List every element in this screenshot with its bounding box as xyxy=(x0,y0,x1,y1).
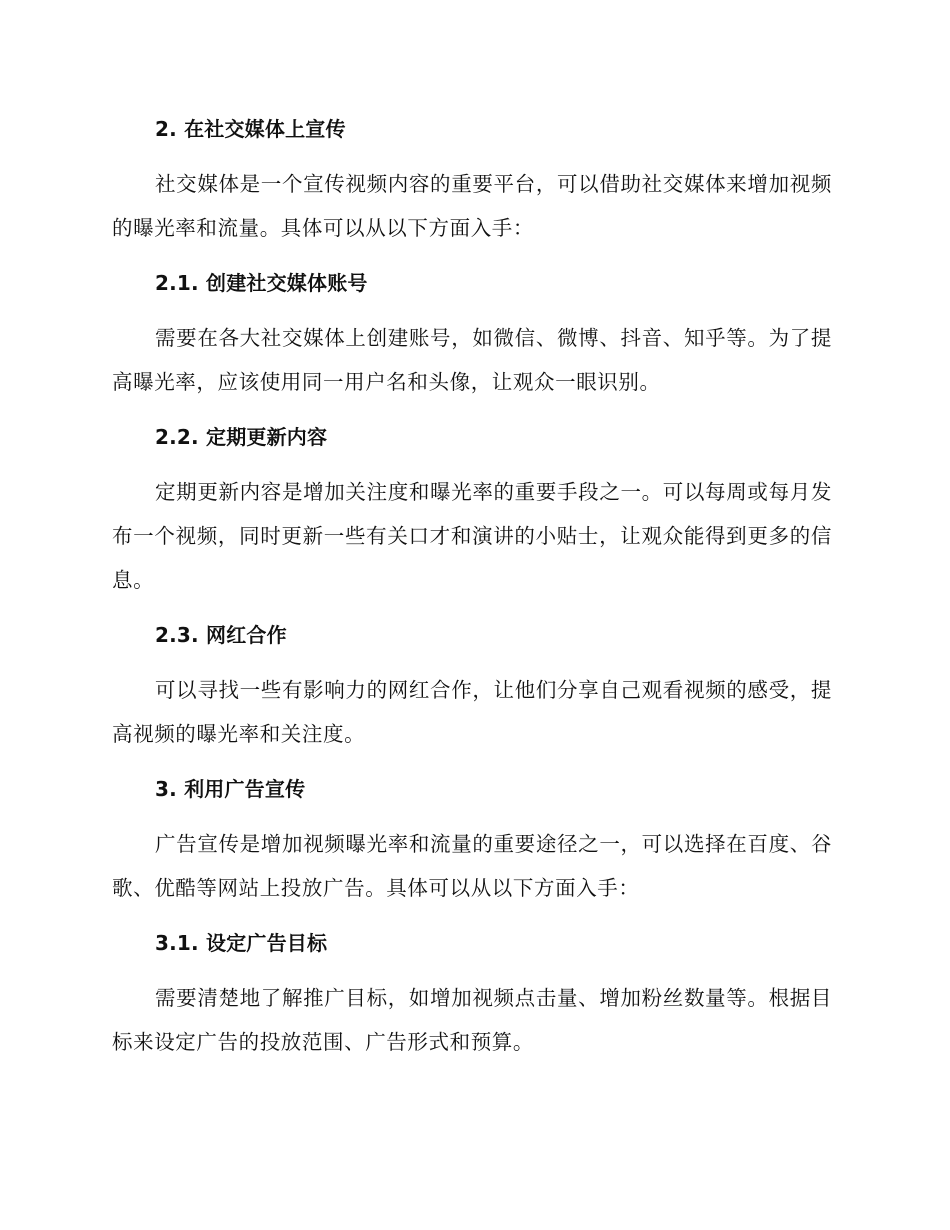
section-paragraph-2-3: 可以寻找一些有影响力的网红合作，让他们分享自己观看视频的感受，提高视频的曝光率和关注度。 xyxy=(112,678,832,746)
section-paragraph-3: 广告宣传是增加视频曝光率和流量的重要途径之一，可以选择在百度、谷歌、优酷等网站上投放广告。具体可以从以下方面入手： xyxy=(112,832,832,900)
section-heading-3-1: 3.1. 设定广告目标 xyxy=(155,931,328,955)
section-heading-3: 3. 利用广告宣传 xyxy=(155,777,306,801)
section-heading-2-2: 2.2. 定期更新内容 xyxy=(155,425,328,449)
section-heading-2-3: 2.3. 网红合作 xyxy=(155,623,287,647)
section-paragraph-2-1: 需要在各大社交媒体上创建账号，如微信、微博、抖音、知乎等。为了提高曝光率，应该使用同一用户名和头像，让观众一眼识别。 xyxy=(112,326,832,394)
section-paragraph-2-2: 定期更新内容是增加关注度和曝光率的重要手段之一。可以每周或每月发布一个视频，同时更新一些有关口才和演讲的小贴士，让观众能得到更多的信息。 xyxy=(112,480,832,592)
section-heading-2: 2. 在社交媒体上宣传 xyxy=(155,117,346,141)
section-paragraph-2: 社交媒体是一个宣传视频内容的重要平台，可以借助社交媒体来增加视频的曝光率和流量。具体可以从以下方面入手： xyxy=(112,172,832,240)
section-heading-2-1: 2.1. 创建社交媒体账号 xyxy=(155,271,368,295)
document-body xyxy=(112,110,832,1064)
section-paragraph-3-1: 需要清楚地了解推广目标，如增加视频点击量、增加粉丝数量等。根据目标来设定广告的投放范围、广告形式和预算。 xyxy=(112,986,832,1054)
